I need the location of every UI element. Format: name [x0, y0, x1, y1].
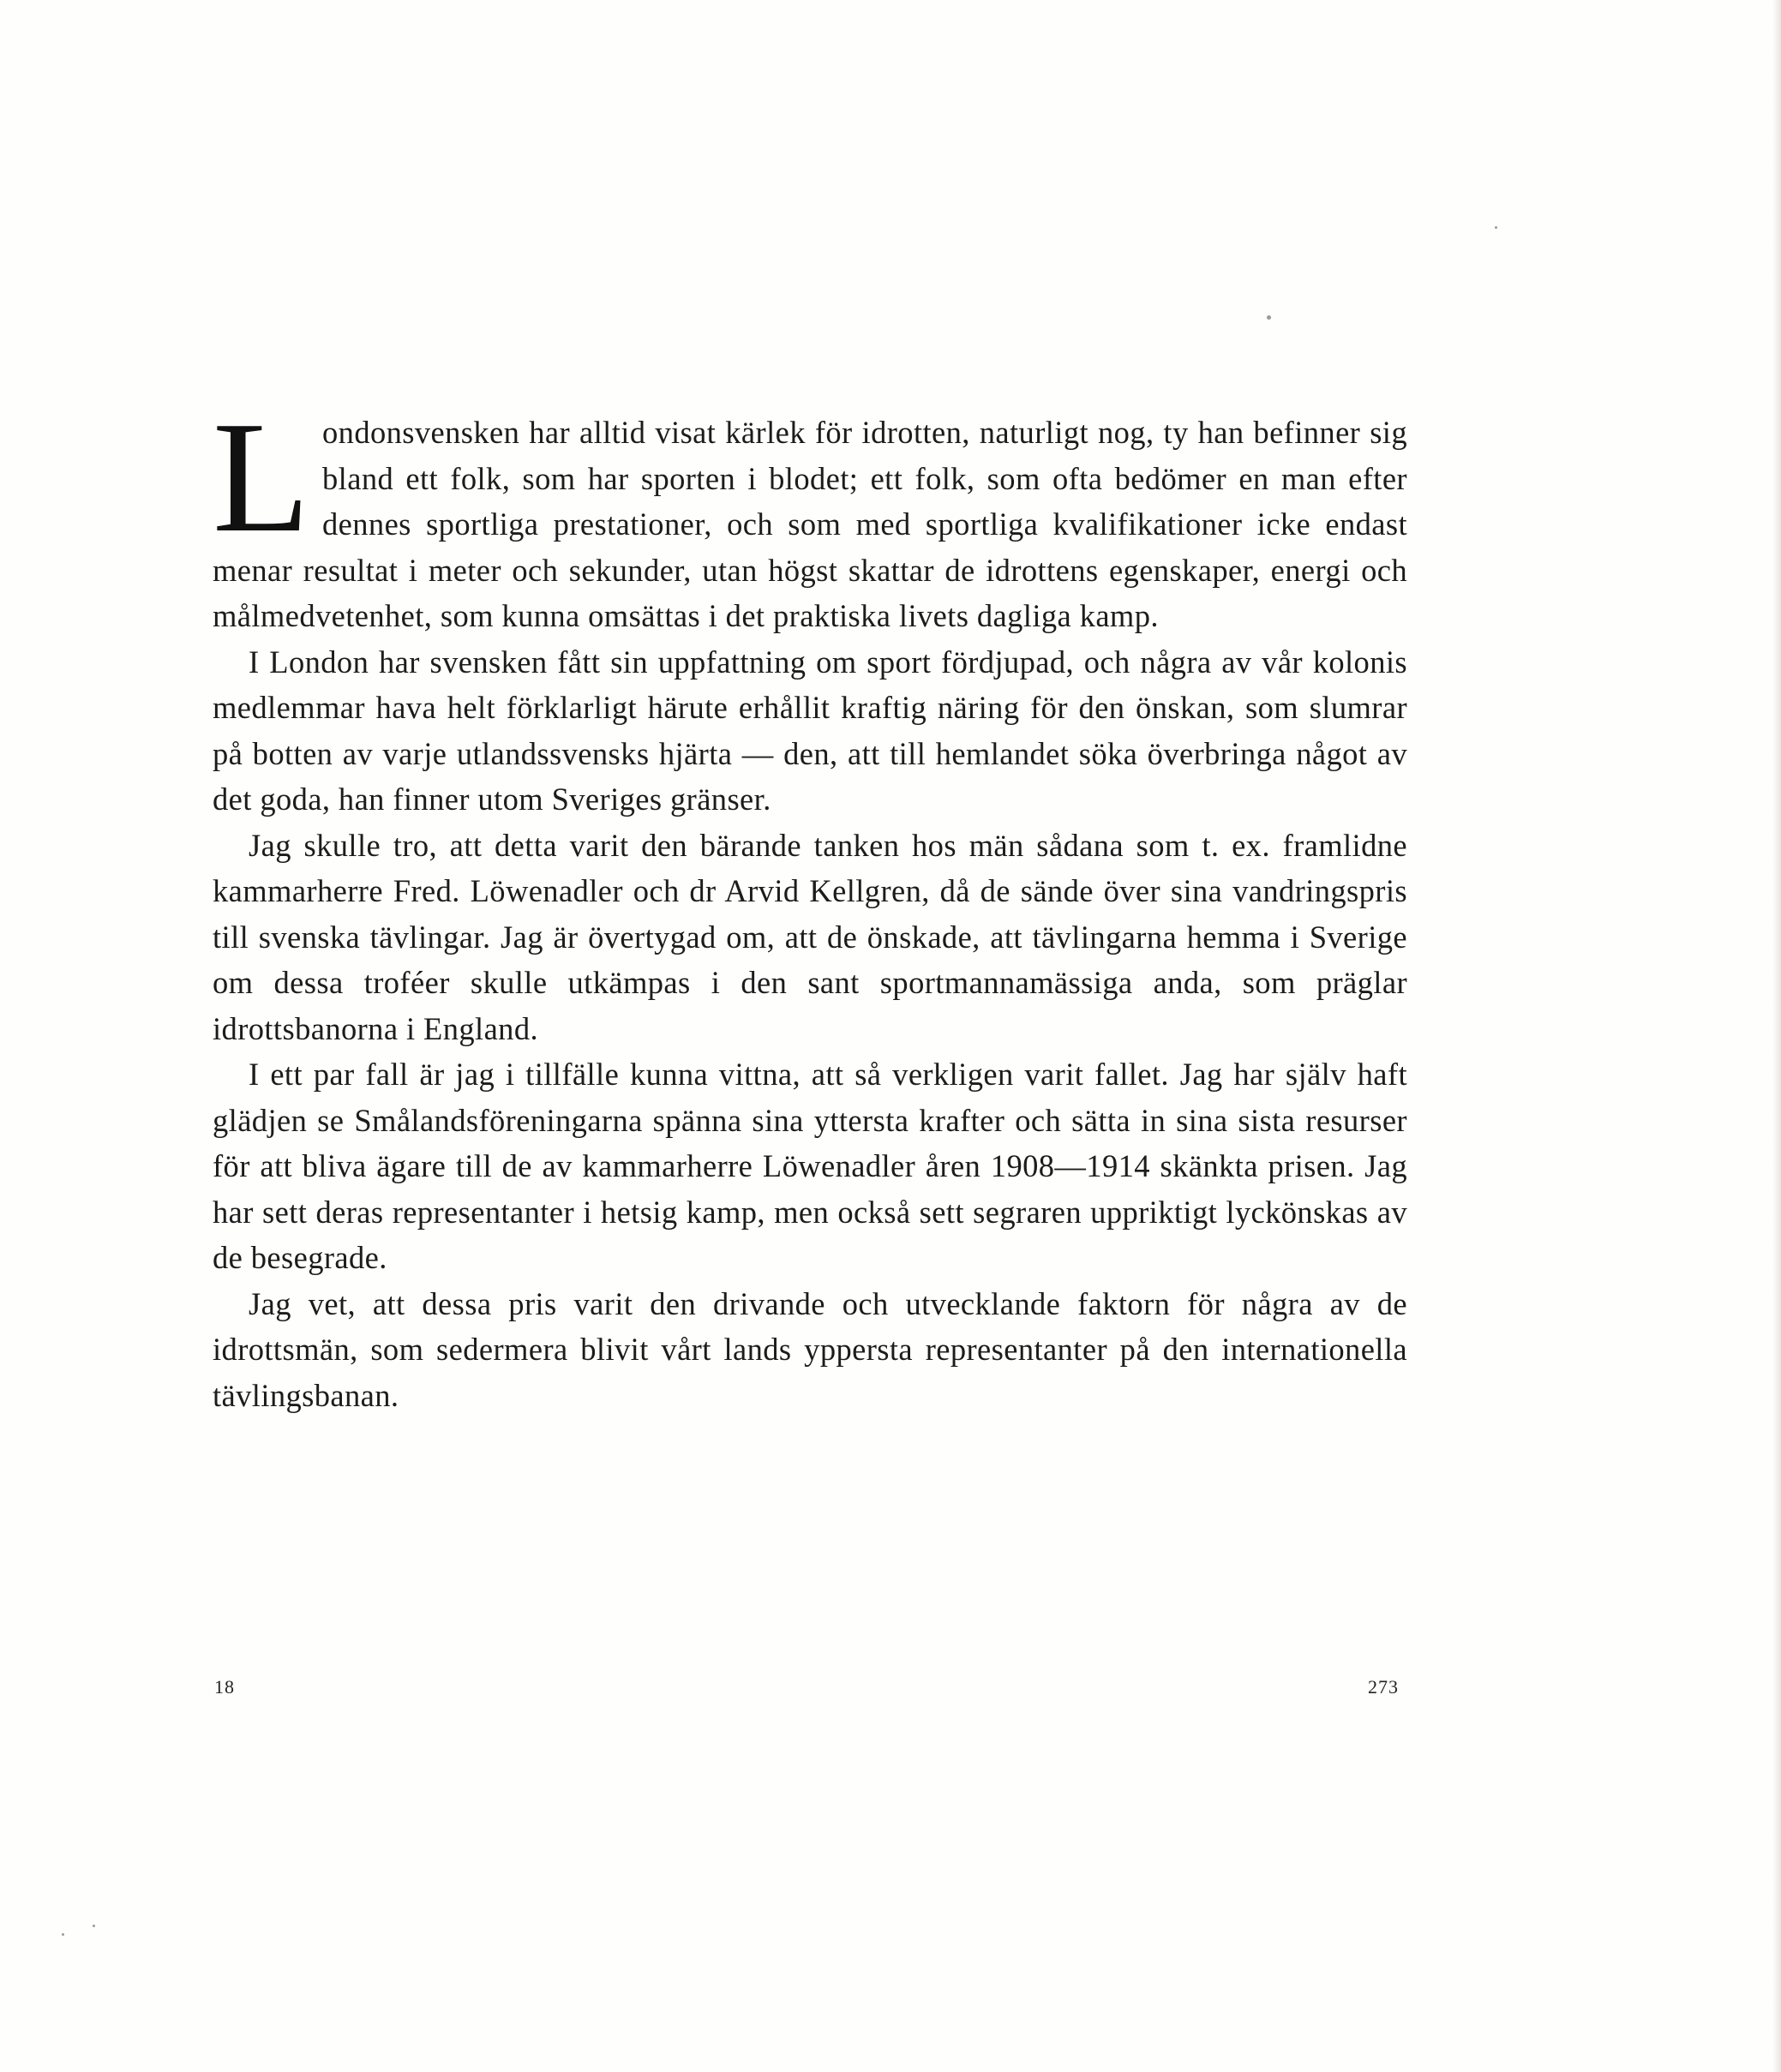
- body-text: [213, 389, 1407, 1418]
- paragraph: I London har svensken fått sin uppfattning om sport fördjupad, och några av vår kolonis medlemmar hava helt förklarligt härute erhållit kraftig näring för den önskan, som slumrar på botten av varje utlandssvensks hjärta — den, att till hemlandet söka överbringa något av det goda, han finner utom Sveriges gränser.: [213, 644, 1407, 817]
- paragraph: Jag skulle tro, att detta varit den bärande tanken hos män sådana som t. ex. framlidne kammarherre Fred. Löwenadler och dr Arvid Kellgren, då de sände över sina vandringspris till svenska tävlingar. Jag är övertygad om, att de önskade, att tävlingarna hemma i Sverige om dessa troféer skulle utkämpas i den sant sportmannamässiga anda, som präglar idrottsbanorna i England.: [213, 827, 1407, 1046]
- paper-speck: [1267, 315, 1271, 320]
- signature-mark: 18: [214, 1676, 235, 1698]
- paper-speck: [93, 1925, 95, 1927]
- paper-speck: [1495, 226, 1497, 229]
- drop-cap: L: [213, 389, 311, 566]
- paper-speck: [62, 1933, 64, 1936]
- paragraph: Jag vet, att dessa pris varit den drivande och utvecklande faktorn för några av de idrottsmän, som sedermera blivit vårt lands yppersta representanter på den internationella tävlingsbanan.: [213, 1285, 1407, 1413]
- page-number: 273: [1368, 1676, 1399, 1698]
- paragraph: I ett par fall är jag i tillfälle kunna vittna, att så verkligen varit fallet. Jag har själv haft glädjen se Smålandsföreningarna spänna sina yttersta krafter och sätta in sina sista resurser för att bliva ägare till de av kammarherre Löwenadler åren 1908—1914 skänkta prisen. Jag har sett deras representanter i hetsig kamp, men också sett segraren uppriktigt lyckönskas av de besegrade.: [213, 1057, 1407, 1275]
- paragraph-text: ondonsvensken har alltid visat kärlek för idrotten, naturligt nog, ty han befinner sig bland ett folk, som har sporten i blodet; ett folk, som ofta bedömer en man efter dennes sportliga prestationer, och som med sportliga kvalifikationer icke endast menar resultat i meter och sekunder, utan högst skattar de idrottens egenskaper, energi och målmedvetenhet, som kunna omsättas i det praktiska livets dagliga kamp.: [213, 415, 1407, 633]
- paragraph: [213, 389, 1407, 639]
- page-edge: [1772, 0, 1781, 2072]
